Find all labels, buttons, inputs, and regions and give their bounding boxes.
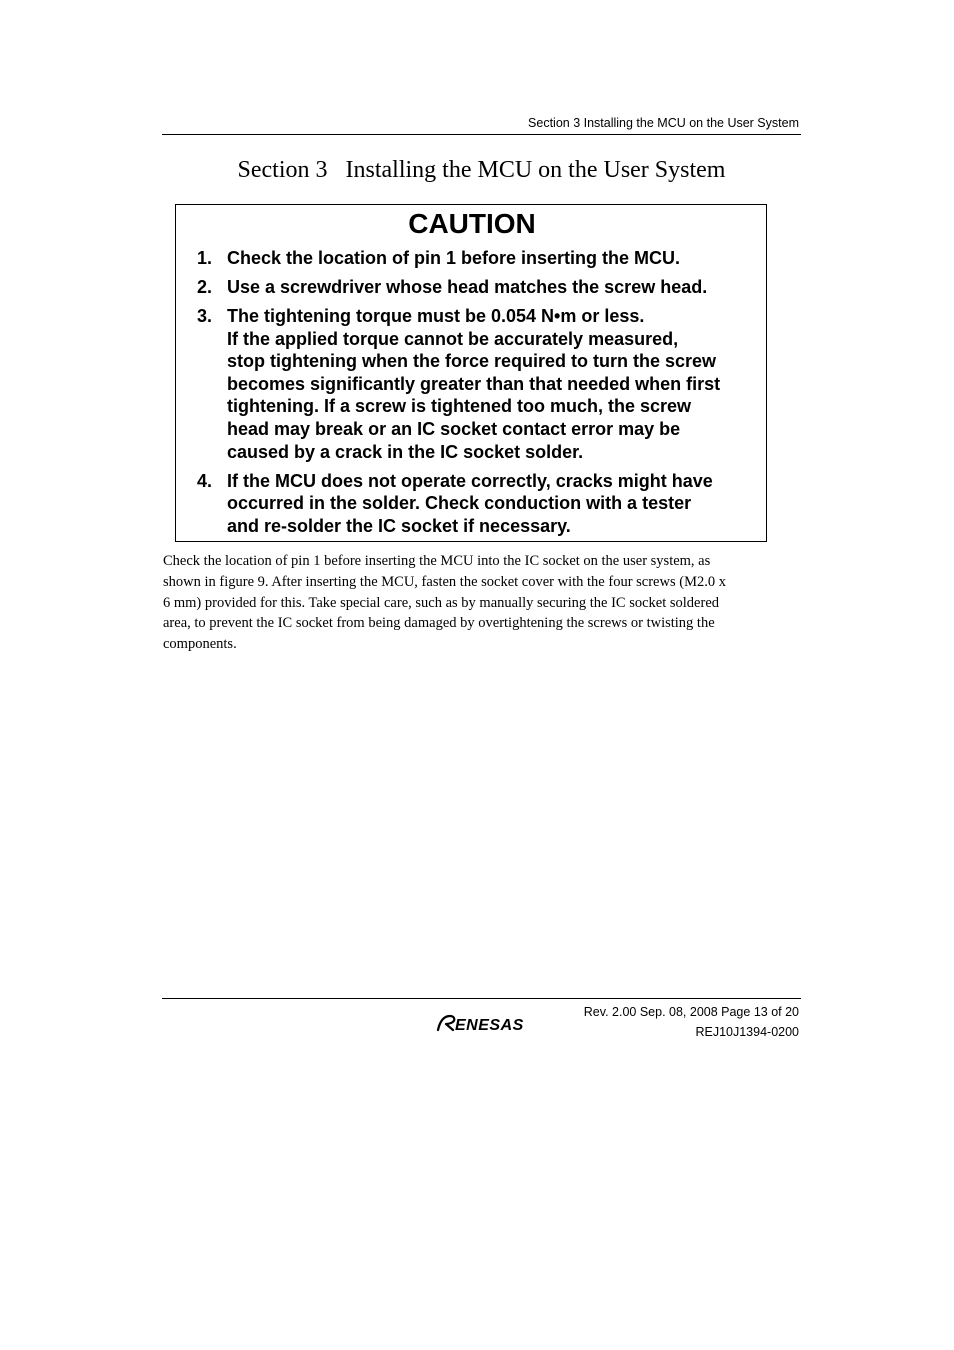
caution-title: CAUTION bbox=[408, 208, 536, 239]
caution-item-3 bbox=[176, 305, 768, 463]
caution-item-2 bbox=[176, 276, 768, 299]
page-title: Section 3 Installing the MCU on the User System bbox=[237, 157, 726, 183]
footer-revision: Rev. 2.00 Sep. 08, 2008 Page 13 of 20 bbox=[583, 1005, 799, 1019]
caution-item-line: head may break or an IC socket contact error may be bbox=[227, 418, 681, 439]
caution-item-line: Use a screwdriver whose head matches the screw head. bbox=[227, 276, 708, 297]
caution-item-number: 2. bbox=[197, 276, 213, 297]
caution-item-line: The tightening torque must be 0.054 N•m or less. bbox=[227, 305, 645, 326]
caution-item-number: 4. bbox=[197, 470, 213, 491]
body-line: Check the location of pin 1 before inserting the MCU into the IC socket on the user system, as bbox=[163, 553, 711, 569]
svg-text:ENESAS: ENESAS bbox=[455, 1017, 524, 1033]
header-rule bbox=[162, 134, 801, 135]
footer-info bbox=[560, 1002, 799, 1042]
caution-item-number: 3. bbox=[197, 305, 213, 326]
caution-item-line: and re-solder the IC socket if necessary. bbox=[227, 515, 571, 536]
footer-rule bbox=[162, 998, 801, 999]
caution-item-line: If the MCU does not operate correctly, cracks might have bbox=[227, 470, 713, 491]
body-paragraph bbox=[163, 551, 803, 655]
caution-list bbox=[176, 247, 768, 544]
caution-item-4 bbox=[176, 470, 768, 538]
caution-item-line: Check the location of pin 1 before inserting the MCU. bbox=[227, 248, 681, 268]
caution-item-number: 1. bbox=[197, 248, 213, 268]
caution-item-line: caused by a crack in the IC socket solder. bbox=[227, 441, 584, 462]
body-line: area, to prevent the IC socket from being damaged by overtightening the screws or twisting the bbox=[163, 615, 715, 632]
caution-item-line: tightening. If a screw is tightened too much, the screw bbox=[227, 396, 692, 417]
body-line: components. bbox=[163, 636, 237, 653]
body-line: 6 mm) provided for this. Take special care, such as by manually securing the IC socket soldered bbox=[163, 594, 719, 611]
caution-item-line: stop tightening when the force required to turn the screw bbox=[227, 351, 717, 372]
running-header: Section 3 Installing the MCU on the User System bbox=[528, 116, 799, 130]
caution-item-line: occurred in the solder. Check conduction with a tester bbox=[227, 493, 692, 514]
caution-box bbox=[175, 204, 767, 542]
caution-item-line: becomes significantly greater than that needed when first bbox=[227, 373, 721, 394]
caution-item-line: If the applied torque cannot be accurately measured, bbox=[227, 328, 679, 349]
renesas-logo bbox=[436, 1013, 560, 1033]
footer-doc-number: REJ10J1394-0200 bbox=[695, 1025, 799, 1039]
body-line: shown in figure 9. After inserting the MCU, fasten the socket cover with the four screws (M2.0 x bbox=[163, 573, 726, 590]
caution-item-1 bbox=[176, 247, 768, 270]
